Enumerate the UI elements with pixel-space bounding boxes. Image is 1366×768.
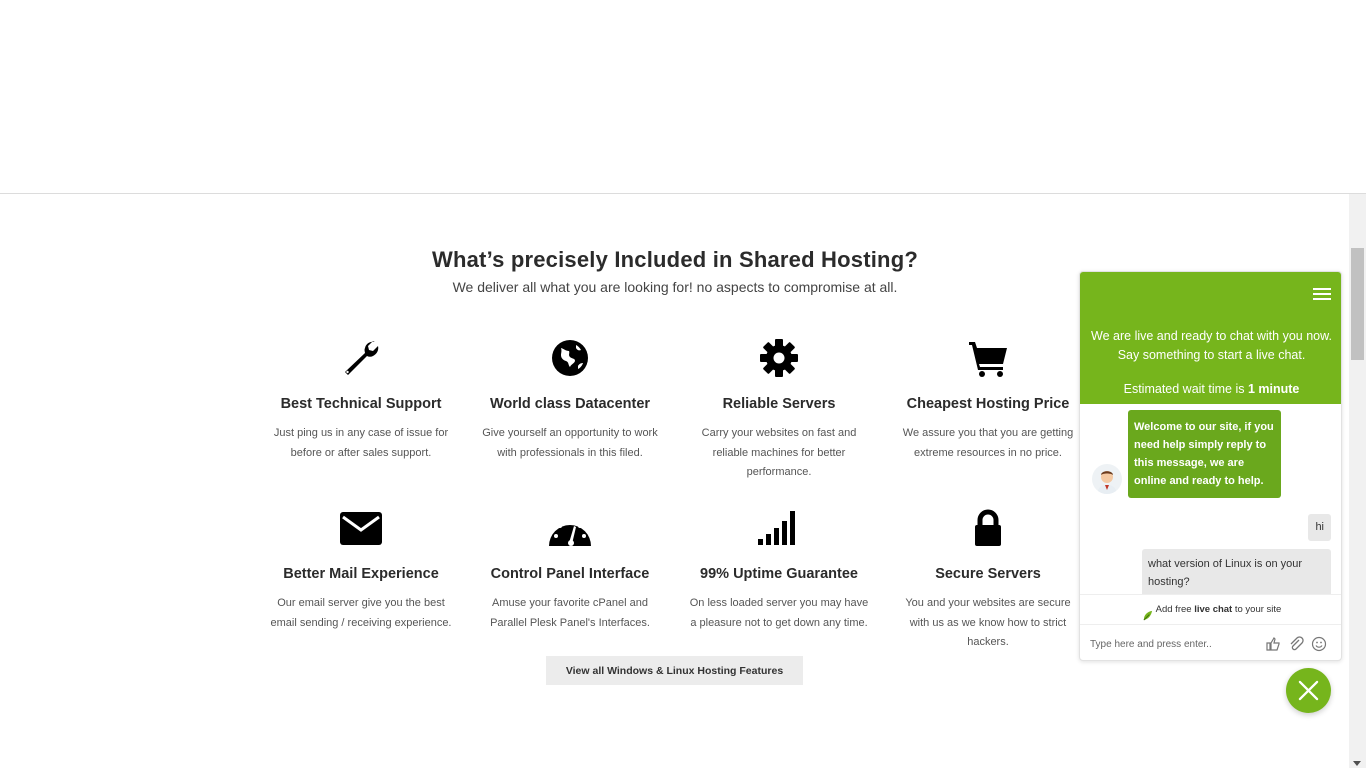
feature-desc: We assure you that you are getting extreme resources in no price. [902,427,1074,459]
emoji-icon[interactable] [1311,636,1327,652]
powered-prefix: Add free [1155,604,1195,615]
chat-header [1080,272,1342,404]
wait-value: 1 minute [1247,382,1300,396]
leaf-icon [1142,604,1153,615]
chat-messages[interactable] [1080,404,1342,594]
chat-wait-time [1080,382,1342,396]
chat-message-input[interactable] [1090,635,1260,653]
close-icon [1298,680,1319,701]
feature-uptime [679,506,879,633]
feature-title: Control Panel Interface [490,566,650,582]
thumbs-up-icon[interactable] [1265,636,1281,652]
feature-datacenter [470,336,670,463]
section-title: What’s precisely Included in Shared Hosting? [432,247,918,272]
live-chat-window [1079,271,1342,661]
feature-title: Reliable Servers [722,396,836,412]
section-subtitle: We deliver all what you are looking for! no aspects to compromise at all. [452,279,898,295]
close-chat-button[interactable] [1286,668,1331,713]
feature-desc: Our email server give you the best email sending / receiving experience. [270,597,452,629]
feature-title: World class Datacenter [489,396,651,412]
agent-message: Welcome to our site, if you need help simply reply to this message, we are online and ready to help. [1128,410,1281,498]
feature-technical-support [261,336,461,463]
feature-title: Cheapest Hosting Price [906,396,1070,412]
top-blank-area [0,0,1366,194]
feature-mail-experience [261,506,461,633]
feature-control-panel [470,506,670,633]
signal-icon [757,506,801,550]
view-all-features-button[interactable]: View all Windows & Linux Hosting Features [546,656,803,685]
feature-title: Best Technical Support [280,396,442,412]
chat-intro-text: We are live and ready to chat with you now. Say something to start a live chat. [1091,329,1332,362]
paperclip-icon[interactable] [1288,636,1304,652]
cart-icon [966,336,1010,380]
scroll-down-arrow-icon[interactable] [1353,761,1361,766]
user-message: hi [1308,514,1331,541]
feature-desc: On less loaded server you may have a pleasure not to get down any time. [689,597,869,629]
feature-secure-servers [888,506,1088,653]
feature-cheapest-price [888,336,1088,463]
gear-icon [757,336,801,380]
powered-bold: live chat [1194,604,1233,615]
feature-title: 99% Uptime Guarantee [700,566,858,582]
scrollbar-thumb[interactable] [1351,248,1364,360]
wait-prefix: Estimated wait time is [1123,382,1248,396]
feature-desc: You and your websites are secure with us as we know how to strict hackers. [905,597,1071,648]
lock-icon [966,506,1010,550]
wrench-icon [339,336,383,380]
powered-suffix: to your site [1232,604,1282,615]
feature-desc: Amuse your favorite cPanel and Parallel Plesk Panel's Interfaces. [490,597,650,629]
feature-desc: Carry your websites on fast and reliable machines for better performance. [701,427,857,478]
powered-by-link[interactable] [1080,594,1342,624]
feature-reliable-servers [679,336,879,483]
chat-input-bar [1080,624,1342,661]
envelope-icon [339,506,383,550]
hamburger-menu-icon[interactable] [1313,288,1331,302]
feature-title: Secure Servers [935,566,1041,582]
feature-desc: Give yourself an opportunity to work with professionals in this filed. [482,427,658,459]
feature-title: Better Mail Experience [283,566,439,582]
globe-icon [548,336,592,380]
feature-desc: Just ping us in any case of issue for before or after sales support. [273,427,449,459]
user-message: what version of Linux is on your hosting? [1142,549,1331,594]
page-scrollbar[interactable] [1349,194,1366,768]
dashboard-icon [548,506,592,550]
agent-avatar [1092,464,1122,494]
